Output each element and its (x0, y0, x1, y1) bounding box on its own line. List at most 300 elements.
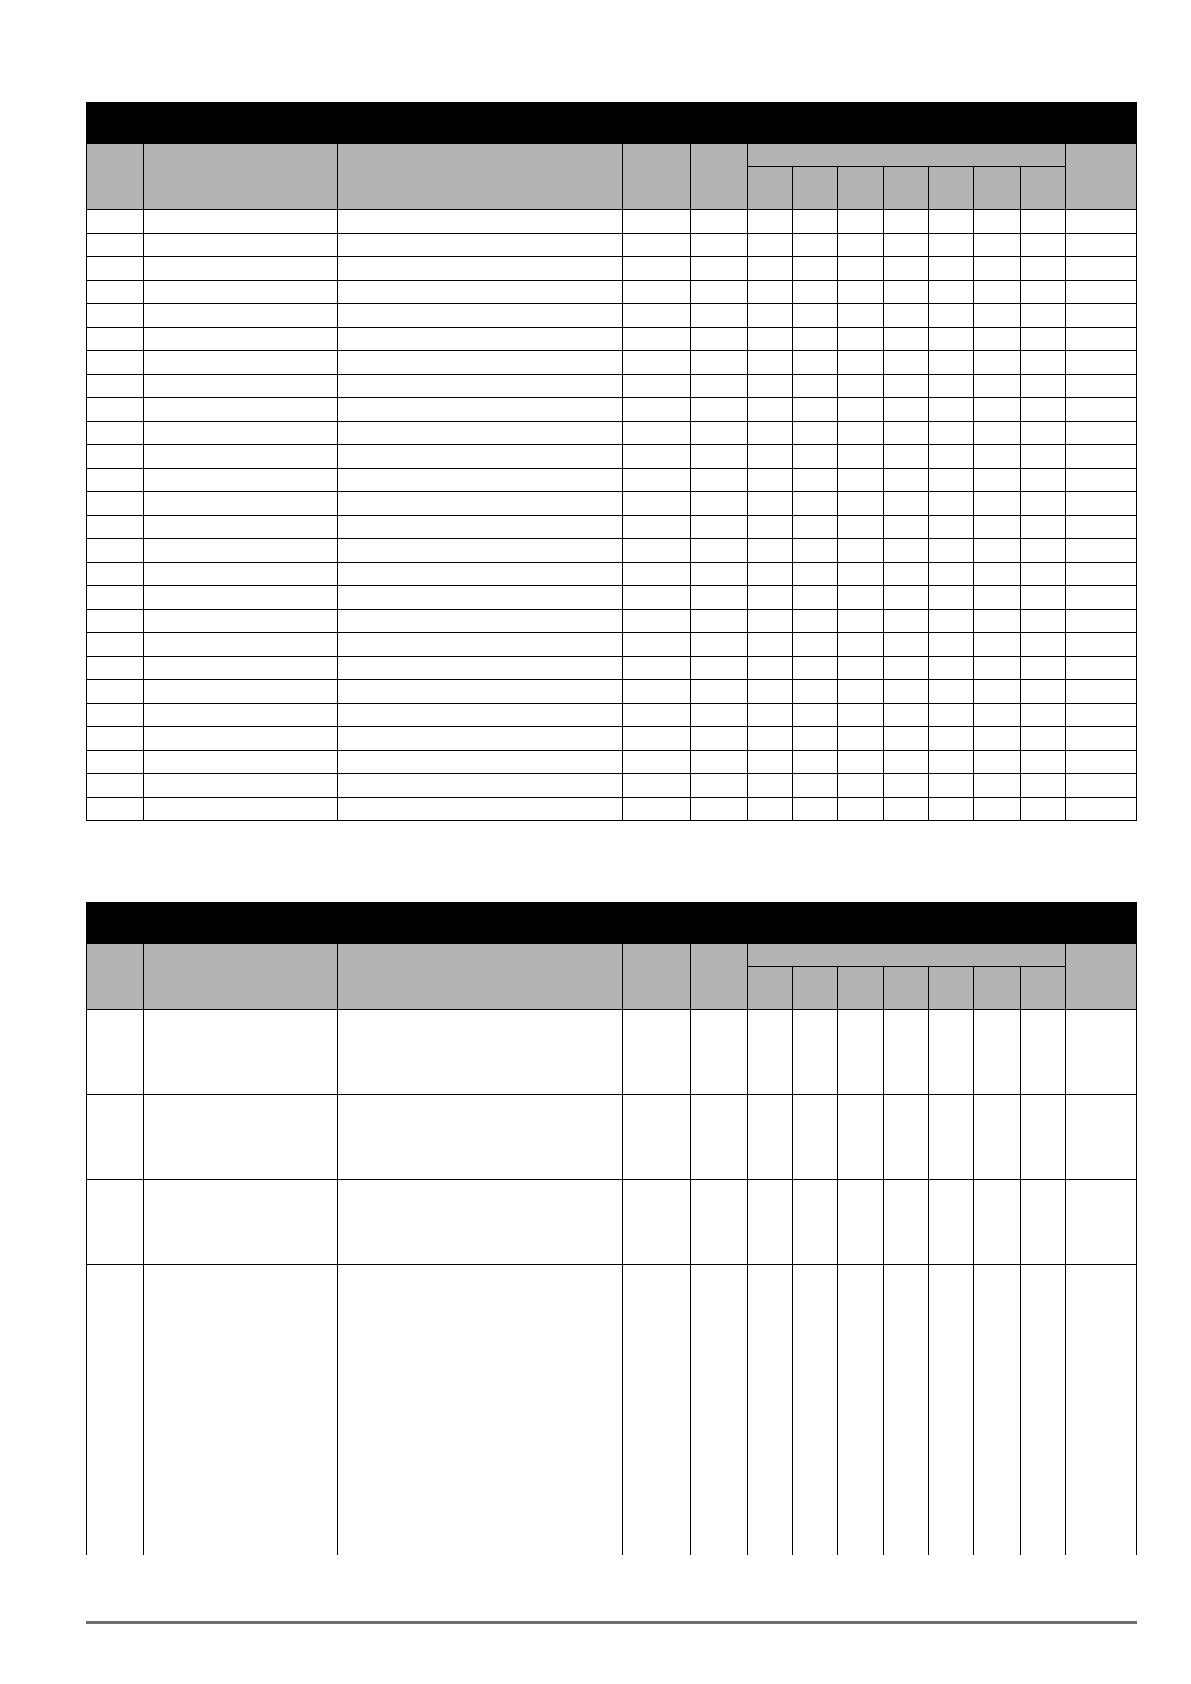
table-cell (144, 539, 338, 563)
table-cell (792, 586, 837, 610)
header-col-3 (337, 944, 622, 1010)
table-cell (929, 656, 974, 680)
table-cell (144, 304, 338, 328)
table-cell (622, 562, 690, 586)
table-cell (622, 774, 690, 798)
table-cell (87, 656, 144, 680)
table-cell (792, 1010, 837, 1095)
table-cell (87, 586, 144, 610)
table-cell (884, 468, 929, 492)
table-cell (747, 374, 792, 398)
table-row (87, 421, 1137, 445)
table-cell (792, 633, 837, 657)
table-cell (838, 304, 884, 328)
table-cell (929, 515, 974, 539)
table-cell (337, 656, 622, 680)
header-col-4 (622, 144, 690, 210)
table-cell (884, 374, 929, 398)
table-cell (337, 304, 622, 328)
table-cell (747, 656, 792, 680)
footer-rule (86, 1621, 1137, 1624)
table-cell (1020, 351, 1065, 375)
table-cell (144, 1265, 338, 1556)
table-cell (622, 398, 690, 422)
table-cell (929, 1180, 974, 1265)
table-cell (690, 351, 747, 375)
table-cell (1065, 1265, 1136, 1556)
table-cell (747, 633, 792, 657)
table-cell (838, 327, 884, 351)
table-cell (792, 727, 837, 751)
table-cell (622, 586, 690, 610)
table-cell (1065, 750, 1136, 774)
table-row (87, 586, 1137, 610)
table-cell (838, 280, 884, 304)
table-cell (337, 1180, 622, 1265)
table-row (87, 374, 1137, 398)
table-cell (1065, 774, 1136, 798)
table-cell (690, 539, 747, 563)
table-cell (1020, 210, 1065, 234)
table-row (87, 656, 1137, 680)
table-cell (884, 257, 929, 281)
table-cell (884, 656, 929, 680)
header-sub-col (1020, 167, 1065, 210)
table-cell (337, 680, 622, 704)
table-cell (974, 774, 1020, 798)
table-cell (792, 492, 837, 516)
header-col-1 (87, 144, 144, 210)
table-cell (1020, 562, 1065, 586)
table-cell (747, 609, 792, 633)
table-cell (974, 539, 1020, 563)
table-cell (1020, 374, 1065, 398)
table-cell (690, 750, 747, 774)
table-cell (1020, 703, 1065, 727)
table-cell (747, 562, 792, 586)
table-cell (1065, 586, 1136, 610)
table-cell (792, 1095, 837, 1180)
table-1-title-bar (86, 102, 1137, 143)
table-cell (87, 727, 144, 751)
table-cell (1020, 1010, 1065, 1095)
table-cell (337, 1095, 622, 1180)
table-cell (747, 774, 792, 798)
table-cell (690, 445, 747, 469)
table-cell (87, 351, 144, 375)
table-cell (1020, 398, 1065, 422)
table-cell (929, 257, 974, 281)
table-2-body (87, 1010, 1137, 1556)
table-cell (87, 562, 144, 586)
table-cell (974, 633, 1020, 657)
table-cell (144, 374, 338, 398)
table-cell (929, 280, 974, 304)
table-cell (622, 468, 690, 492)
table-cell (1065, 1180, 1136, 1265)
table-cell (929, 421, 974, 445)
table-cell (884, 327, 929, 351)
table-cell (144, 1095, 338, 1180)
table-cell (690, 1180, 747, 1265)
header-sub-col (838, 967, 884, 1010)
table-cell (144, 586, 338, 610)
table-cell (87, 398, 144, 422)
table-2-title-bar (86, 902, 1137, 943)
table-2-grid (86, 943, 1137, 1555)
table-row (87, 515, 1137, 539)
table-cell (690, 468, 747, 492)
table-row (87, 750, 1137, 774)
table-cell (1020, 609, 1065, 633)
table-cell (838, 586, 884, 610)
table-cell (337, 421, 622, 445)
table-cell (974, 421, 1020, 445)
table-cell (929, 586, 974, 610)
table-cell (337, 609, 622, 633)
table-cell (144, 656, 338, 680)
table-cell (622, 374, 690, 398)
table-cell (929, 539, 974, 563)
table-row (87, 1095, 1137, 1180)
table-cell (1020, 656, 1065, 680)
table-cell (690, 304, 747, 328)
table-cell (792, 703, 837, 727)
table-cell (884, 1265, 929, 1556)
table-cell (747, 468, 792, 492)
table-cell (622, 750, 690, 774)
table-row (87, 492, 1137, 516)
table-cell (144, 398, 338, 422)
table-cell (929, 1265, 974, 1556)
table-cell (974, 304, 1020, 328)
table-cell (884, 515, 929, 539)
table-cell (144, 515, 338, 539)
table-cell (337, 727, 622, 751)
table-cell (144, 774, 338, 798)
table-cell (690, 680, 747, 704)
table-cell (337, 445, 622, 469)
table-cell (884, 1010, 929, 1095)
table-cell (929, 750, 974, 774)
table-cell (622, 304, 690, 328)
table-cell (622, 1180, 690, 1265)
header-sub-col (974, 967, 1020, 1010)
table-cell (1065, 351, 1136, 375)
table-cell (974, 257, 1020, 281)
table-row (87, 468, 1137, 492)
table-cell (622, 515, 690, 539)
table-cell (974, 680, 1020, 704)
table-cell (144, 468, 338, 492)
table-row (87, 280, 1137, 304)
table-cell (747, 515, 792, 539)
table-cell (87, 1095, 144, 1180)
table-cell (929, 609, 974, 633)
table-cell (884, 351, 929, 375)
table-cell (792, 1265, 837, 1556)
table-cell (884, 562, 929, 586)
table-cell (884, 304, 929, 328)
table-cell (1065, 727, 1136, 751)
table-row (87, 562, 1137, 586)
table-cell (690, 609, 747, 633)
table-cell (337, 398, 622, 422)
table-cell (690, 797, 747, 821)
table-cell (337, 586, 622, 610)
table-cell (622, 703, 690, 727)
header-sub-col (838, 167, 884, 210)
table-cell (144, 233, 338, 257)
table-cell (690, 210, 747, 234)
table-cell (690, 233, 747, 257)
table-cell (747, 304, 792, 328)
table-cell (1065, 703, 1136, 727)
table-cell (622, 656, 690, 680)
table-row (87, 774, 1137, 798)
table-cell (884, 680, 929, 704)
header-sub-col (929, 167, 974, 210)
table-cell (1020, 797, 1065, 821)
table-cell (1020, 1265, 1065, 1556)
table-cell (1020, 633, 1065, 657)
table-row (87, 1010, 1137, 1095)
header-sub-col (792, 967, 837, 1010)
table-cell (144, 445, 338, 469)
table-cell (838, 515, 884, 539)
table-cell (974, 1095, 1020, 1180)
table-cell (884, 210, 929, 234)
table-cell (144, 680, 338, 704)
table-cell (974, 351, 1020, 375)
table-cell (1020, 774, 1065, 798)
table-cell (974, 750, 1020, 774)
table-cell (337, 515, 622, 539)
table-cell (838, 609, 884, 633)
header-sub-col (792, 167, 837, 210)
table-cell (622, 327, 690, 351)
table-cell (144, 609, 338, 633)
table-cell (1020, 421, 1065, 445)
table-cell (974, 1010, 1020, 1095)
table-cell (974, 609, 1020, 633)
table-cell (884, 727, 929, 751)
table-cell (87, 374, 144, 398)
table-cell (884, 633, 929, 657)
table-cell (884, 586, 929, 610)
header-sub-col (929, 967, 974, 1010)
table-cell (838, 750, 884, 774)
table-cell (690, 421, 747, 445)
table-cell (1020, 468, 1065, 492)
table-cell (622, 257, 690, 281)
table-2-header (87, 944, 1137, 1010)
table-cell (838, 233, 884, 257)
table-row (87, 233, 1137, 257)
header-col-5 (690, 944, 747, 1010)
table-cell (838, 257, 884, 281)
table-cell (337, 750, 622, 774)
table-cell (1065, 280, 1136, 304)
table-cell (1065, 398, 1136, 422)
table-cell (622, 609, 690, 633)
table-cell (622, 445, 690, 469)
table-row (87, 398, 1137, 422)
table-1-body (87, 210, 1137, 821)
table-cell (87, 515, 144, 539)
table-cell (144, 351, 338, 375)
table-cell (622, 210, 690, 234)
table-cell (690, 257, 747, 281)
table-cell (144, 727, 338, 751)
header-col-3 (337, 144, 622, 210)
table-cell (747, 1095, 792, 1180)
table-cell (87, 1180, 144, 1265)
table-cell (929, 468, 974, 492)
table-row (87, 1180, 1137, 1265)
header-group (747, 144, 1065, 167)
table-cell (747, 210, 792, 234)
table-cell (747, 539, 792, 563)
table-cell (87, 609, 144, 633)
table-cell (974, 703, 1020, 727)
table-cell (838, 703, 884, 727)
table-cell (929, 398, 974, 422)
table-cell (690, 1095, 747, 1180)
table-cell (1065, 609, 1136, 633)
table-cell (792, 562, 837, 586)
table-cell (747, 1010, 792, 1095)
table-cell (747, 280, 792, 304)
table-cell (144, 492, 338, 516)
table-cell (974, 280, 1020, 304)
table-cell (144, 633, 338, 657)
table-cell (838, 1095, 884, 1180)
table-cell (792, 680, 837, 704)
table-cell (792, 351, 837, 375)
table-cell (884, 421, 929, 445)
table-cell (1065, 633, 1136, 657)
table-cell (884, 703, 929, 727)
table-cell (337, 280, 622, 304)
table-cell (838, 492, 884, 516)
table-cell (1020, 304, 1065, 328)
table-cell (87, 1010, 144, 1095)
table-cell (747, 398, 792, 422)
table-row (87, 445, 1137, 469)
table-cell (792, 304, 837, 328)
table-cell (929, 1095, 974, 1180)
table-cell (1020, 280, 1065, 304)
table-row (87, 327, 1137, 351)
table-cell (1065, 233, 1136, 257)
table-cell (1065, 421, 1136, 445)
header-col-5 (690, 144, 747, 210)
table-cell (337, 257, 622, 281)
table-cell (337, 633, 622, 657)
table-cell (929, 797, 974, 821)
table-cell (337, 797, 622, 821)
table-cell (929, 492, 974, 516)
table-row (87, 539, 1137, 563)
table-cell (1020, 492, 1065, 516)
table-cell (838, 1010, 884, 1095)
table-cell (337, 492, 622, 516)
table-cell (974, 374, 1020, 398)
table-cell (690, 774, 747, 798)
table-cell (144, 327, 338, 351)
table-cell (747, 797, 792, 821)
table-cell (792, 327, 837, 351)
table-cell (337, 774, 622, 798)
table-cell (884, 445, 929, 469)
table-row (87, 257, 1137, 281)
table-cell (747, 586, 792, 610)
table-cell (1020, 586, 1065, 610)
table-cell (929, 680, 974, 704)
table-cell (884, 797, 929, 821)
table-cell (337, 1265, 622, 1556)
table-cell (838, 398, 884, 422)
table-cell (87, 304, 144, 328)
table-cell (792, 445, 837, 469)
table-cell (792, 609, 837, 633)
table-cell (747, 421, 792, 445)
table-cell (337, 703, 622, 727)
table-cell (792, 750, 837, 774)
table-cell (838, 633, 884, 657)
table-cell (690, 586, 747, 610)
table-cell (690, 327, 747, 351)
table-cell (1020, 1180, 1065, 1265)
table-cell (1065, 515, 1136, 539)
table-cell (974, 586, 1020, 610)
table-cell (87, 468, 144, 492)
table-cell (838, 445, 884, 469)
table-cell (792, 468, 837, 492)
table-cell (884, 609, 929, 633)
table-cell (838, 680, 884, 704)
table-cell (1065, 327, 1136, 351)
table-cell (747, 445, 792, 469)
table-row (87, 304, 1137, 328)
table-cell (929, 233, 974, 257)
table-cell (337, 210, 622, 234)
table-cell (622, 233, 690, 257)
table-cell (929, 1010, 974, 1095)
table-cell (1020, 445, 1065, 469)
table-cell (87, 492, 144, 516)
header-col-last (1065, 144, 1136, 210)
table-cell (929, 351, 974, 375)
table-row (87, 797, 1137, 821)
table-cell (87, 210, 144, 234)
header-sub-col (974, 167, 1020, 210)
table-cell (838, 539, 884, 563)
table-cell (747, 727, 792, 751)
table-cell (747, 680, 792, 704)
table-cell (792, 774, 837, 798)
table-cell (747, 327, 792, 351)
table-cell (838, 468, 884, 492)
table-cell (884, 1180, 929, 1265)
table-cell (929, 374, 974, 398)
table-cell (974, 656, 1020, 680)
table-cell (747, 1265, 792, 1556)
header-sub-col (884, 167, 929, 210)
table-cell (838, 727, 884, 751)
table-cell (838, 1265, 884, 1556)
